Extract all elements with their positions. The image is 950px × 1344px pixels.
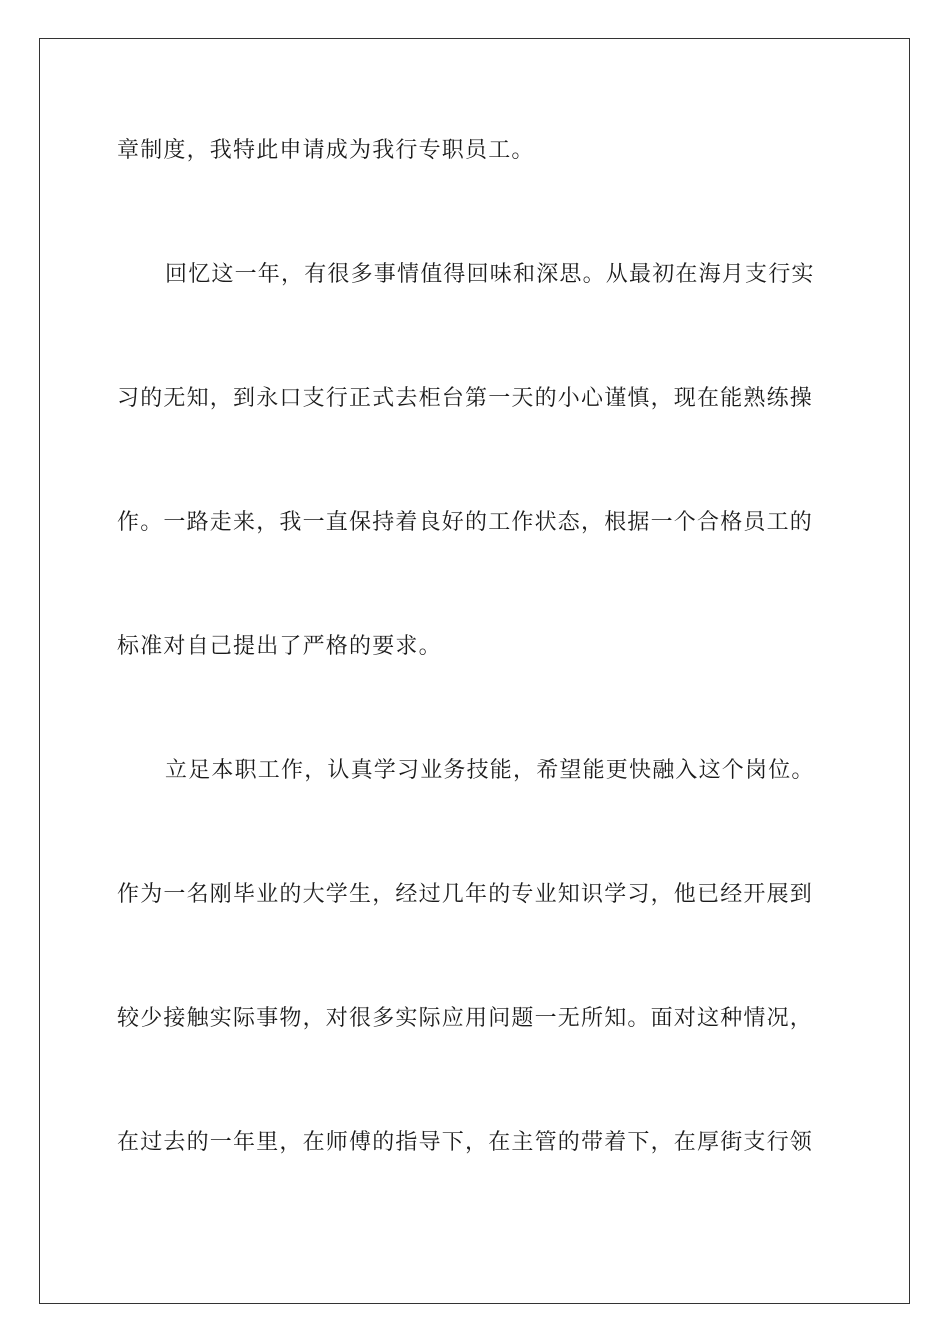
- page-border: [39, 38, 910, 1304]
- paragraph-start-line: 回忆这一年，有很多事情值得回味和深思。从最初在海月支行实: [165, 262, 815, 287]
- paragraph-start-line: 立足本职工作，认真学习业务技能，希望能更快融入这个岗位。: [165, 758, 815, 783]
- text-line: 章制度，我特此申请成为我行专职员工。: [117, 138, 535, 163]
- text-line: 作。一路走来，我一直保持着良好的工作状态，根据一个合格员工的: [117, 510, 814, 535]
- text-line: 作为一名刚毕业的大学生，经过几年的专业知识学习，他已经开展到: [117, 882, 814, 907]
- text-line: 习的无知，到永口支行正式去柜台第一天的小心谨慎，现在能熟练操: [117, 386, 814, 411]
- text-line: 较少接触实际事物，对很多实际应用问题一无所知。面对这种情况，: [117, 1006, 814, 1031]
- text-line: 在过去的一年里，在师傅的指导下，在主管的带着下，在厚街支行领: [117, 1130, 814, 1155]
- text-line: 标准对自己提出了严格的要求。: [117, 634, 442, 659]
